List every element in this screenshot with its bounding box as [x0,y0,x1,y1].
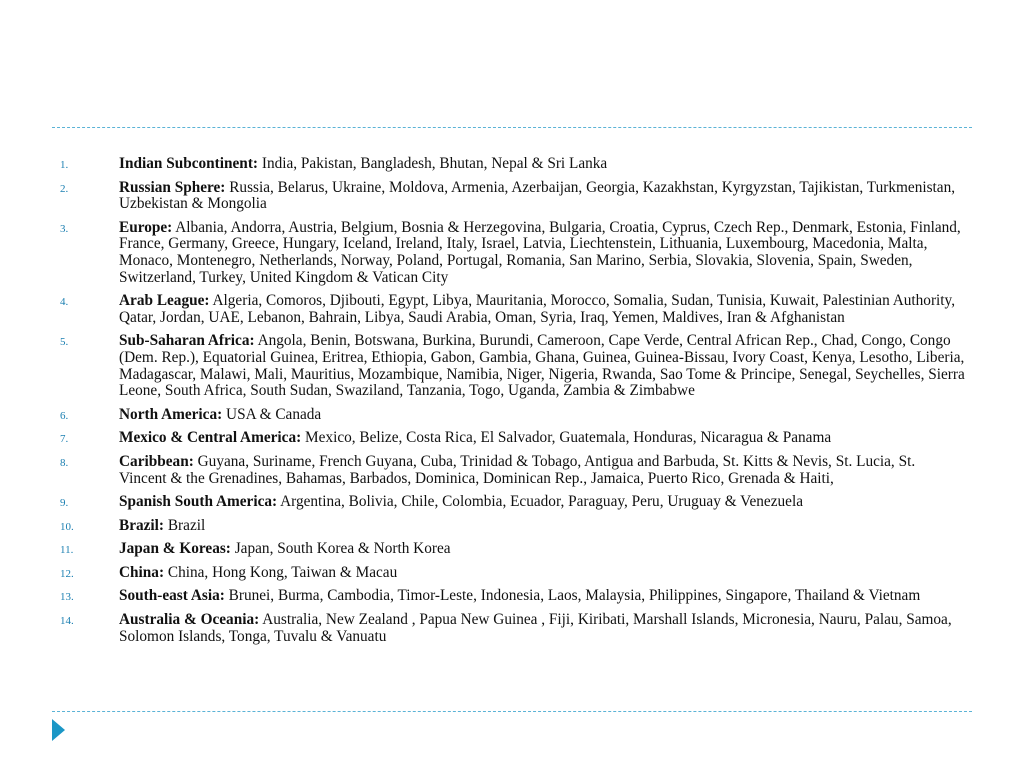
item-number: 5. [60,336,69,349]
region-name: Australia & Oceania: [119,611,260,629]
region-countries: Angola, Benin, Botswana, Burkina, Burundi, Cameroon, Cape Verde, Central African Rep., Chad, Congo, Congo (Dem. Rep.), Equatorial Guinea, Eritrea, Ethiopia, Gabon, Gambia, Ghana, Guinea, Guinea-Bissau, Ivory Coast, Kenya, Lesotho, Liberia, Madagascar, Malawi, Mali, Mauritius, Mozambique, Namibia, Niger, Nigeria, Rwanda, Sao Tome & Principe, Senegal, Seychelles, Sierra Leone, South Africa, South Sudan, Swaziland, Tanzania, Togo, Uganda, Zambia & Zimbabwe [119,332,965,400]
region-countries: Mexico, Belize, Costa Rica, El Salvador, Guatemala, Honduras, Nicaragua & Panama [305,429,832,447]
list-item [60,588,965,605]
item-number: 14. [60,615,74,628]
list-item [60,541,965,558]
list-item [60,518,965,535]
region-countries: USA & Canada [226,405,322,423]
region-countries: Algeria, Comoros, Djibouti, Egypt, Libya, Mauritania, Morocco, Somalia, Sudan, Tunisia, Kuwait, Palestinian Authority, Qatar, Jordan, UAE, Lebanon, Bahrain, Libya, Saudi Arabia, Oman, Syria, Iraq, Yemen, Maldives, Iran & Afghanistan [119,292,956,326]
region-countries: Albania, Andorra, Austria, Belgium, Bosnia & Herzegovina, Bulgaria, Croatia, Cyprus, Czech Rep., Denmark, Estonia, Finland, France, Germany, Greece, Hungary, Iceland, Ireland, Italy, Israel, Latvia, Liechtenstein, Lithuania, Luxembourg, Macedonia, Malta, Monaco, Montenegro, Netherlands, Norway, Poland, Portugal, Romania, San Marino, Serbia, Slovakia, Slovenia, Spain, Sweden, Switzerland, Turkey, United Kingdom & Vatican City [119,218,961,286]
region-countries: Russia, Belarus, Ukraine, Moldova, Armenia, Azerbaijan, Georgia, Kazakhstan, Kyrgyzstan, Tajikistan, Turkmenistan, Uzbekistan & Mongolia [119,178,956,213]
list-item [60,494,965,511]
region-countries: China, Hong Kong, Taiwan & Macau [167,563,398,581]
item-number: 11. [60,544,74,557]
region-name: Arab League: [119,292,210,310]
item-number: 6. [60,409,69,422]
region-name: Mexico & Central America: [119,429,302,447]
item-number: 1. [60,159,69,171]
region-countries: Argentina, Bolivia, Chile, Colombia, Ecuador, Paraguay, Peru, Uruguay & Venezuela [280,493,803,511]
item-number: 2. [60,182,69,195]
region-name: Russian Sphere: [119,178,226,196]
region-list [60,156,965,652]
item-number: 8. [60,456,69,469]
item-number: 3. [60,222,69,235]
list-item [60,565,965,582]
region-name: North America: [119,405,223,423]
triangle-right-icon [52,719,65,741]
item-number: 10. [60,520,74,533]
region-countries: Guyana, Suriname, French Guyana, Cuba, Trinidad & Tobago, Antigua and Barbuda, St. Kitts & Nevis, St. Lucia, St. Vincent & the Grenadines, Bahamas, Barbados, Dominica, Dominican Rep., Jamaica, Puerto Rico, Grenada & Haiti, [119,452,916,487]
region-name: South-east Asia: [119,587,225,605]
list-item [60,407,965,424]
region-name: Brazil: [119,516,165,534]
item-number: 4. [60,296,69,309]
region-countries: Brazil [167,516,206,534]
region-countries: Japan, South Korea & North Korea [234,540,451,558]
item-number: 7. [60,433,69,446]
item-number: 13. [60,591,74,604]
item-number: 12. [60,567,74,580]
region-name: Japan & Koreas: [119,540,231,558]
top-divider [52,127,972,128]
region-name: China: [119,563,165,581]
region-name: Europe: [119,218,173,236]
region-name: Spanish South America: [119,493,278,511]
list-item [60,612,965,645]
region-name: Sub-Saharan Africa: [119,332,255,350]
region-countries: India, Pakistan, Bangladesh, Bhutan, Nepal & Sri Lanka [261,155,608,172]
list-item [60,333,965,399]
region-name: Caribbean: [119,452,194,470]
region-countries: Australia, New Zealand , Papua New Guinea , Fiji, Kiribati, Marshall Islands, Micronesia, Nauru, Palau, Samoa, Solomon Islands, Tonga, Tuvalu & Vanuatu [119,611,952,645]
list-item [60,430,965,447]
region-name: Indian Subcontinent: [119,155,259,172]
item-number: 9. [60,497,69,510]
region-countries: Brunei, Burma, Cambodia, Timor-Leste, Indonesia, Laos, Malaysia, Philippines, Singapore, Thailand & Vietnam [228,587,921,605]
list-item [60,454,965,487]
list-item [60,156,965,173]
list-item [60,220,965,286]
list-item [60,180,965,213]
list-item [60,293,965,326]
bottom-divider [52,711,972,712]
